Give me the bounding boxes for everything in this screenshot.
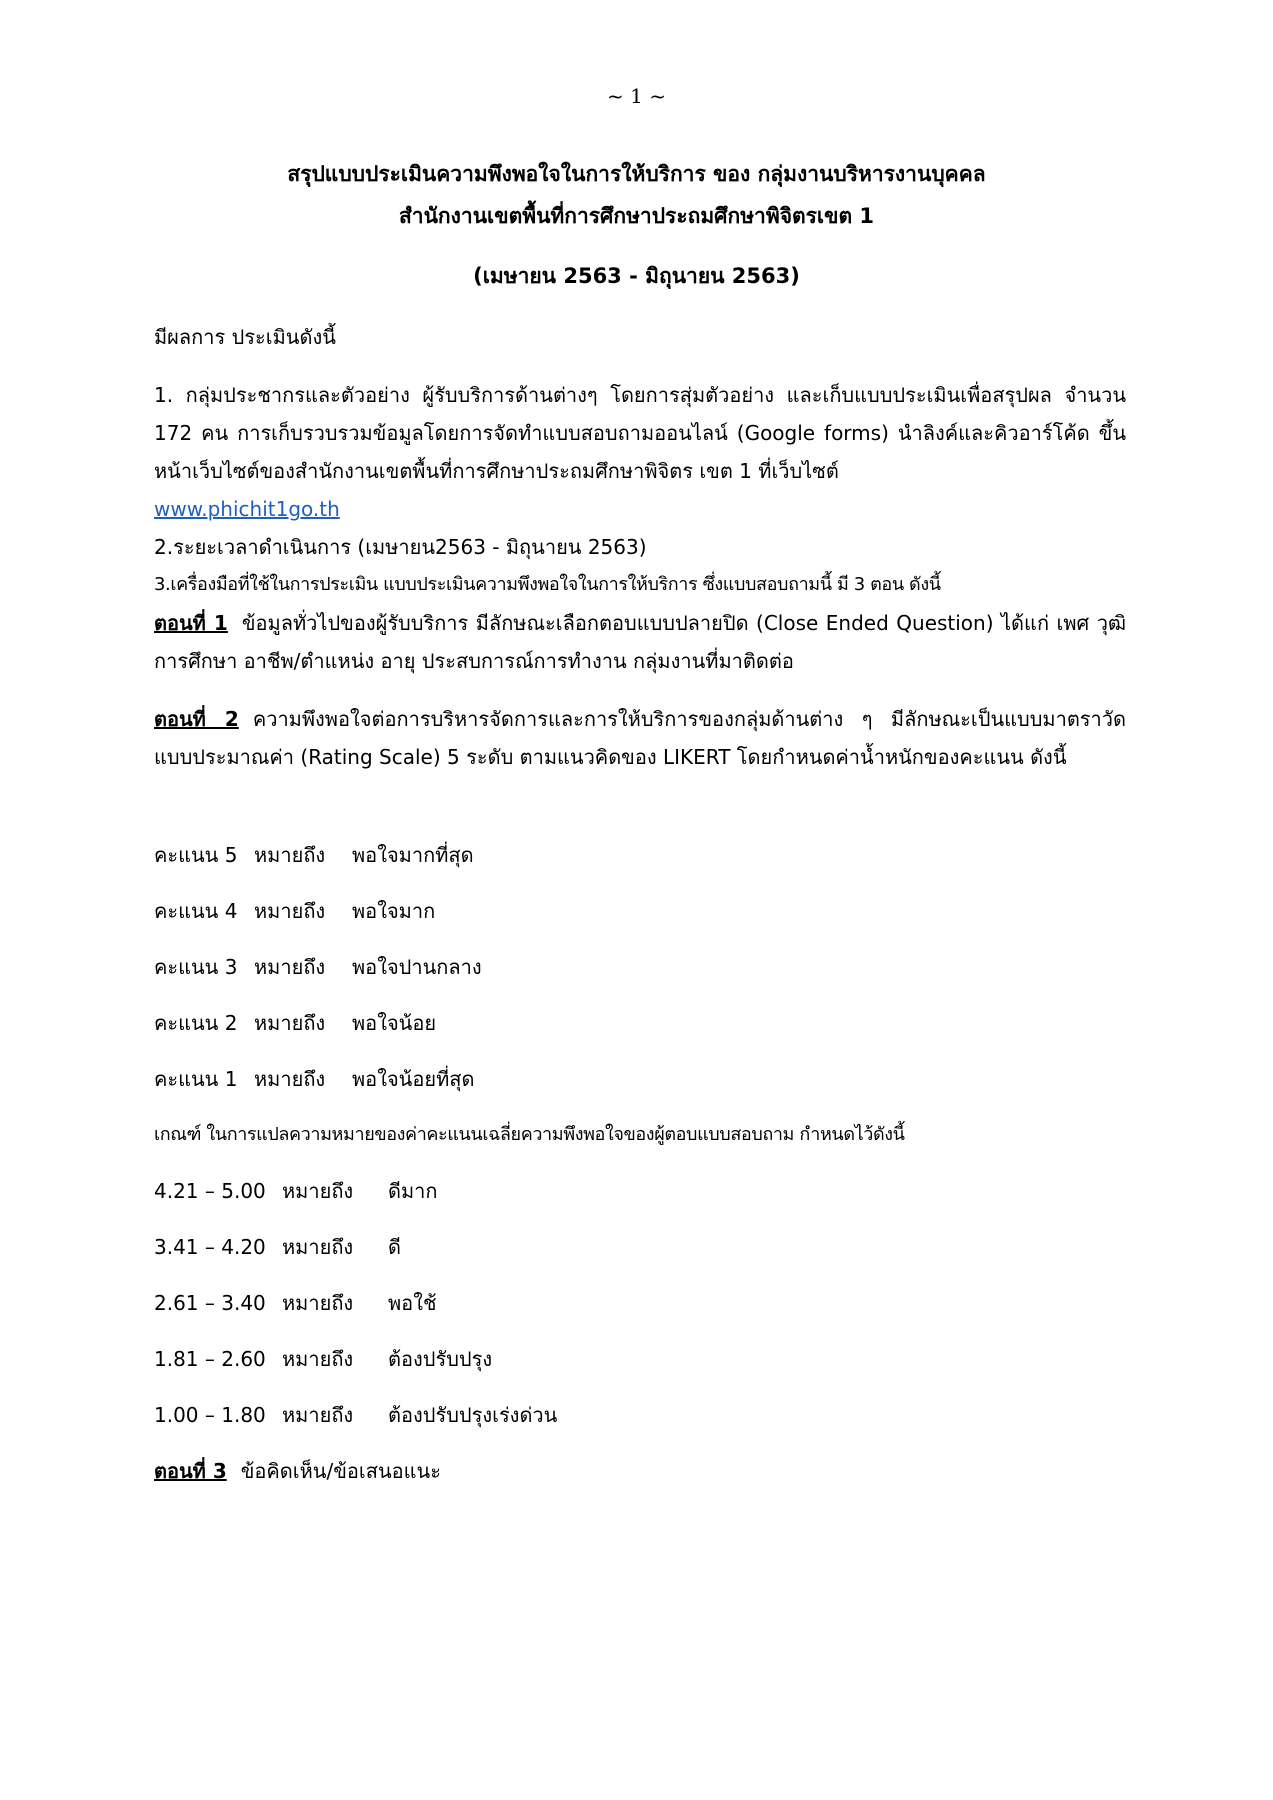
range-row — [154, 1232, 401, 1262]
part3-text: ข้อคิดเห็น/ข้อเสนอแนะ — [240, 1459, 441, 1483]
document-title-line2: สำนักงานเขตพื้นที่การศึกษาประถมศึกษาพิจิตรเขต 1 — [398, 204, 875, 228]
range-row — [154, 1176, 438, 1206]
website-link[interactable]: www.phichit1go.th — [154, 497, 340, 521]
range-value: 1.00 – 1.80 — [154, 1403, 266, 1427]
intro-text: มีผลการ ประเมินดังนี้ — [154, 325, 336, 349]
score-means: หมายถึง — [254, 955, 326, 979]
score-desc: พอใจปานกลาง — [352, 955, 482, 979]
item3-text: 3.เครื่องมือที่ใช้ในการประเมิน แบบประเมินความพึงพอใจในการให้บริการ ซึ่งแบบสอบถามนี้ มี 3 ตอน ดังนี้ — [154, 574, 941, 595]
document-period: (เมษายน 2563 - มิถุนายน 2563) — [473, 264, 800, 288]
range-means: หมายถึง — [282, 1347, 354, 1371]
score-means: หมายถึง — [254, 1011, 326, 1035]
score-row — [154, 952, 482, 982]
part3-row — [154, 1456, 441, 1486]
score-means: หมายถึง — [254, 1067, 326, 1091]
range-value: 1.81 – 2.60 — [154, 1347, 266, 1371]
item2-text: 2.ระยะเวลาดำเนินการ (เมษายน2563 - มิถุนายน 2563) — [154, 535, 647, 559]
score-desc: พอใจมากที่สุด — [352, 843, 474, 867]
range-desc: ต้องปรับปรุง — [388, 1347, 493, 1371]
range-row — [154, 1400, 557, 1430]
range-means: หมายถึง — [282, 1291, 354, 1315]
range-desc: ดี — [388, 1235, 401, 1259]
score-label: คะแนน 4 — [154, 899, 238, 923]
criteria-intro: เกณฑ์ ในการแปลความหมายของค่าคะแนนเฉลี่ยความพึงพอใจของผู้ตอบแบบสอบถาม กำหนดไว้ดังนี้ — [154, 1124, 905, 1145]
part2-label: ตอนที่ 2 — [154, 707, 239, 731]
range-desc: ดีมาก — [388, 1179, 438, 1203]
score-label: คะแนน 1 — [154, 1067, 238, 1091]
range-value: 4.21 – 5.00 — [154, 1179, 266, 1203]
range-means: หมายถึง — [282, 1235, 354, 1259]
score-row — [154, 1008, 436, 1038]
part2-text: ความพึงพอใจต่อการบริหารจัดการและการให้บริการของกลุ่มด้านต่าง ๆ มีลักษณะเป็นแบบมาตราวัดแบบประมาณค่า (Rating Scale) 5 ระดับ ตามแนวคิดของ LIKERT โดยกำหนดค่าน้ำหนักของคะแนน ดังนี้ — [154, 707, 1126, 769]
range-desc: พอใช้ — [388, 1291, 437, 1315]
score-row — [154, 840, 474, 870]
item1-text: 1. กลุ่มประชากรและตัวอย่าง ผู้รับบริการด้านต่างๆ โดยการสุ่มตัวอย่าง และเก็บแบบประเมินเพื่อสรุปผล จำนวน 172 คน การเก็บรวบรวมข้อมูลโดยการจัดทำแบบสอบถามออนไลน์ (Google forms) นำลิงค์และคิวอาร์โค้ด ขึ้นหน้าเว็บไซต์ของสำนักงานเขตพื้นที่การศึกษาประถมศึกษาพิจิตร เขต 1 ที่เว็บไซต์ — [154, 383, 1126, 483]
part2-paragraph — [154, 700, 1126, 776]
score-label: คะแนน 5 — [154, 843, 238, 867]
part1-label: ตอนที่ 1 — [154, 611, 228, 635]
part3-label: ตอนที่ 3 — [154, 1459, 227, 1483]
score-row — [154, 1064, 474, 1094]
page-number: ~ 1 ~ — [607, 84, 666, 108]
score-desc: พอใจน้อยที่สุด — [352, 1067, 475, 1091]
score-row — [154, 896, 435, 926]
range-means: หมายถึง — [282, 1179, 354, 1203]
score-means: หมายถึง — [254, 899, 326, 923]
score-label: คะแนน 3 — [154, 955, 238, 979]
score-desc: พอใจมาก — [352, 899, 436, 923]
part1-text: ข้อมูลทั่วไปของผู้รับบริการ มีลักษณะเลือกตอบแบบปลายปิด (Close Ended Question) ได้แก่ เพศ วุฒิการศึกษา อาชีพ/ตำแหน่ง อายุ ประสบการณ์การทำงาน กลุ่มงานที่มาติดต่อ — [154, 611, 1127, 673]
item1-paragraph — [154, 376, 1126, 528]
range-row — [154, 1344, 492, 1374]
document-title-line1: สรุปแบบประเมินความพึงพอใจในการให้บริการ ของ กลุ่มงานบริหารงานบุคคล — [287, 162, 986, 186]
range-row — [154, 1288, 437, 1318]
range-value: 3.41 – 4.20 — [154, 1235, 266, 1259]
score-label: คะแนน 2 — [154, 1011, 238, 1035]
range-desc: ต้องปรับปรุงเร่งด่วน — [388, 1403, 558, 1427]
range-means: หมายถึง — [282, 1403, 354, 1427]
range-value: 2.61 – 3.40 — [154, 1291, 266, 1315]
score-means: หมายถึง — [254, 843, 326, 867]
score-desc: พอใจน้อย — [352, 1011, 437, 1035]
part1-paragraph — [154, 604, 1126, 680]
